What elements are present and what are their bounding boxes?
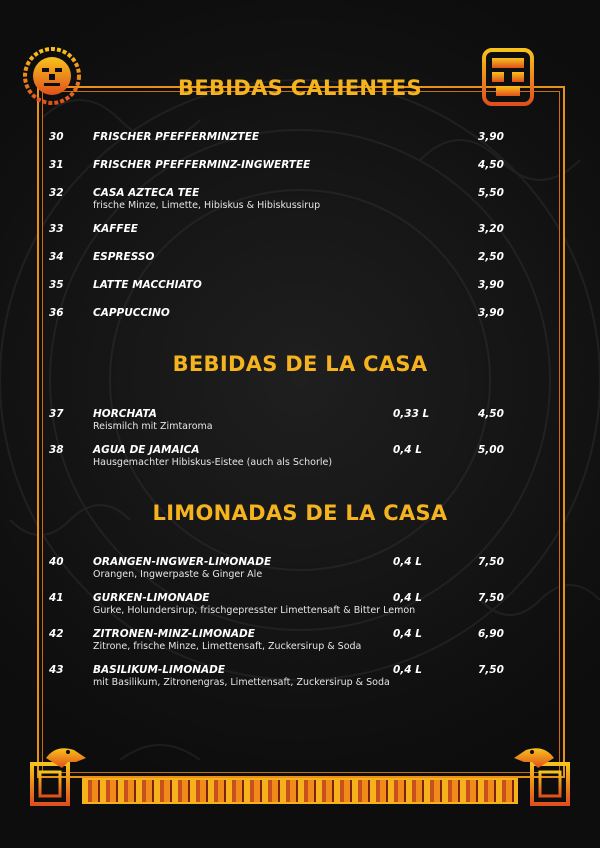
item-number: 37 xyxy=(49,408,64,420)
item-price: 3,20 xyxy=(478,223,504,235)
menu-item xyxy=(0,592,600,620)
item-description: Zitrone, frische Minze, Limettensaft, Zuckersirup & Soda xyxy=(93,641,362,652)
item-name: CAPPUCCINO xyxy=(93,307,170,319)
item-description: Gurke, Holundersirup, frischgepresster Limettensaft & Bitter Lemon xyxy=(93,605,416,616)
item-name: LATTE MACCHIATO xyxy=(93,279,202,291)
item-description: mit Basilikum, Zitronengras, Limettensaft, Zuckersirup & Soda xyxy=(93,677,390,688)
item-number: 31 xyxy=(49,159,64,171)
item-description: frische Minze, Limette, Hibiskus & Hibiskussirup xyxy=(93,200,321,211)
item-number: 33 xyxy=(49,223,64,235)
item-name: BASILIKUM-LIMONADE xyxy=(93,664,226,676)
item-description: Reismilch mit Zimtaroma xyxy=(93,421,213,432)
item-price: 4,50 xyxy=(478,159,504,171)
section-title-bebidas-de-la-casa: BEBIDAS DE LA CASA xyxy=(172,352,428,376)
item-name: AGUA DE JAMAICA xyxy=(93,444,200,456)
item-number: 35 xyxy=(49,279,64,291)
section-title-limonadas-de-la-casa: LIMONADAS DE LA CASA xyxy=(152,501,448,525)
bottom-ornament-strip xyxy=(82,778,518,804)
menu-item xyxy=(0,408,600,436)
item-name: FRISCHER PFEFFERMINZTEE xyxy=(93,131,260,143)
item-size: 0,4 L xyxy=(393,556,422,568)
item-description: Hausgemachter Hibiskus-Eistee (auch als Schorle) xyxy=(93,457,333,468)
item-number: 41 xyxy=(49,592,64,604)
item-price: 2,50 xyxy=(478,251,504,263)
item-price: 5,00 xyxy=(478,444,504,456)
item-price: 7,50 xyxy=(478,664,504,676)
item-price: 7,50 xyxy=(478,592,504,604)
menu-item xyxy=(0,187,600,215)
item-number: 32 xyxy=(49,187,64,199)
item-price: 7,50 xyxy=(478,556,504,568)
item-price: 5,50 xyxy=(478,187,504,199)
item-name: CASA AZTECA TEE xyxy=(93,187,200,199)
menu-item xyxy=(0,628,600,656)
item-number: 36 xyxy=(49,307,64,319)
item-name: KAFFEE xyxy=(93,223,138,235)
item-price: 3,90 xyxy=(478,131,504,143)
item-price: 3,90 xyxy=(478,307,504,319)
menu-item xyxy=(0,279,600,307)
item-size: 0,4 L xyxy=(393,628,422,640)
item-size: 0,4 L xyxy=(393,592,422,604)
item-name: HORCHATA xyxy=(93,408,157,420)
menu-item xyxy=(0,159,600,187)
item-name: FRISCHER PFEFFERMINZ-INGWERTEE xyxy=(93,159,311,171)
item-price: 4,50 xyxy=(478,408,504,420)
item-price: 3,90 xyxy=(478,279,504,291)
item-number: 43 xyxy=(49,664,64,676)
menu-item xyxy=(0,307,600,335)
item-name: ZITRONEN-MINZ-LIMONADE xyxy=(93,628,255,640)
item-number: 40 xyxy=(49,556,64,568)
item-number: 42 xyxy=(49,628,64,640)
aztec-serpent-right-icon xyxy=(510,738,572,810)
item-size: 0,4 L xyxy=(393,444,422,456)
menu-item xyxy=(0,664,600,692)
item-description: Orangen, Ingwerpaste & Ginger Ale xyxy=(93,569,263,580)
menu-item xyxy=(0,131,600,159)
aztec-serpent-left-icon xyxy=(28,738,90,810)
item-price: 6,90 xyxy=(478,628,504,640)
item-name: ORANGEN-INGWER-LIMONADE xyxy=(93,556,272,568)
menu-item xyxy=(0,444,600,472)
item-number: 38 xyxy=(49,444,64,456)
menu-item xyxy=(0,223,600,251)
item-size: 0,4 L xyxy=(393,664,422,676)
menu-item xyxy=(0,251,600,279)
section-title-bebidas-calientes: BEBIDAS CALIENTES xyxy=(178,76,422,100)
item-number: 30 xyxy=(49,131,64,143)
menu-item xyxy=(0,556,600,584)
item-name: GURKEN-LIMONADE xyxy=(93,592,210,604)
item-name: ESPRESSO xyxy=(93,251,155,263)
item-size: 0,33 L xyxy=(393,408,430,420)
item-number: 34 xyxy=(49,251,64,263)
